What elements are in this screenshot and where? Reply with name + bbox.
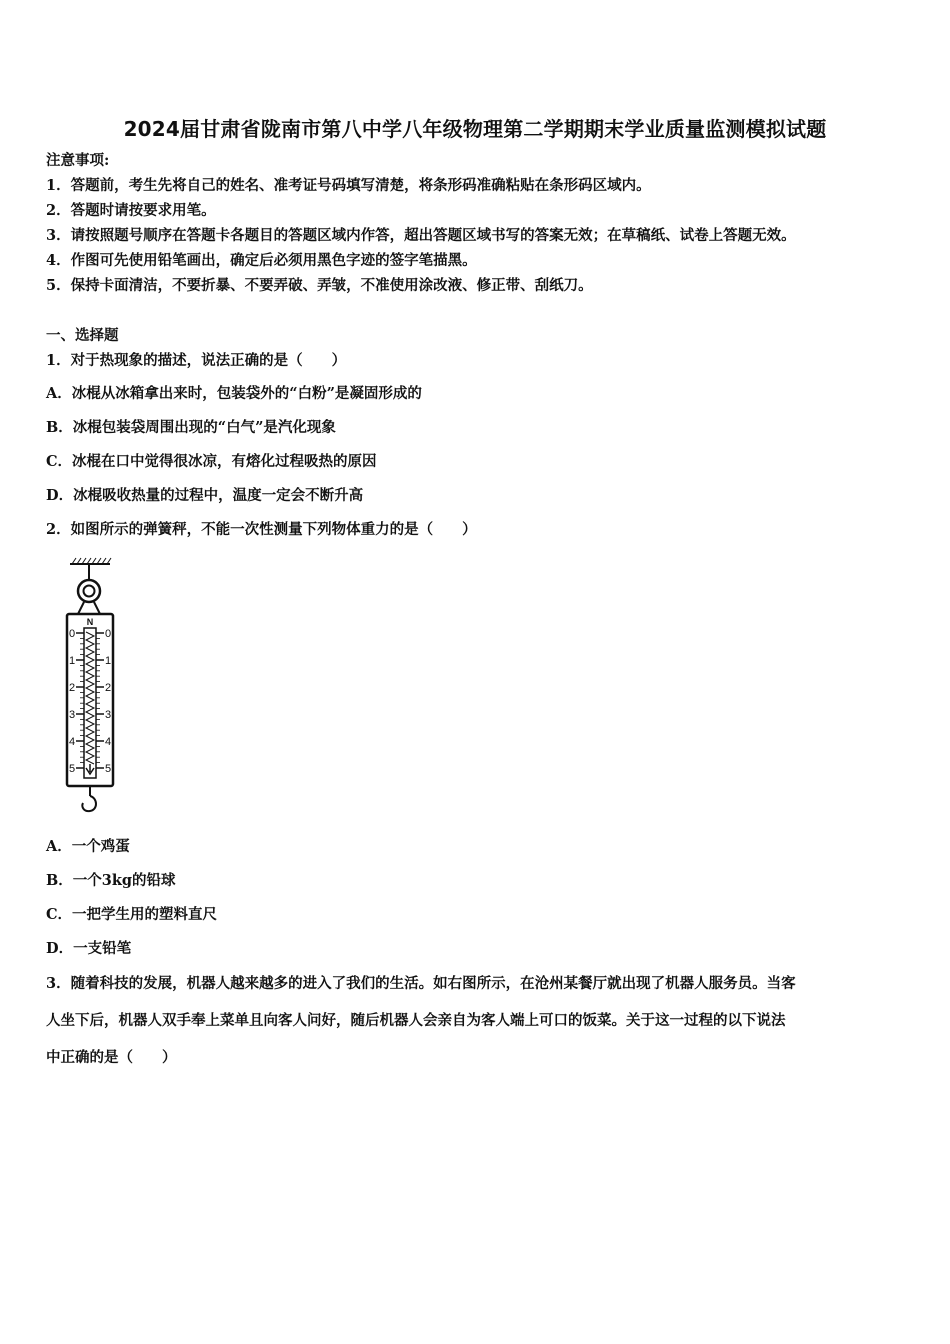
scale-left-tick-label: 3 [68,709,76,721]
question-1-option-a: A．冰棍从冰箱拿出来时，包装袋外的“白粉”是凝固形成的 [46,385,422,402]
question-1-option-d: D．冰棍吸收热量的过程中，温度一定会不断升高 [46,487,364,504]
notice-item: 2．答题时请按要求用笔。 [46,202,216,219]
scale-left-tick-label: 0 [68,628,76,640]
scale-right-tick-label: 2 [104,682,112,694]
question-2-stem: 2．如图所示的弹簧秤，不能一次性测量下列物体重力的是（ ） [46,521,477,538]
scale-left-tick-label: 4 [68,736,76,748]
question-3-stem-line: 3．随着科技的发展，机器人越来越多的进入了我们的生活。如右图所示，在沧州某餐厅就出现了机器人服务员。当客 [46,975,796,992]
scale-unit-label: N [86,617,94,627]
question-2-option-c: C．一把学生用的塑料直尺 [46,906,218,923]
section-heading: 一、选择题 [46,327,119,344]
question-3-stem-line: 中正确的是（ ） [46,1049,177,1066]
scale-right-tick-label: 1 [104,655,112,667]
question-2-option-d: D．一支铅笔 [46,940,132,957]
scale-right-tick-label: 5 [104,763,112,775]
page-title: 2024届甘肃省陇南市第八中学八年级物理第二学期期末学业质量监测模拟试题 [123,117,827,141]
question-3-stem-line: 人坐下后，机器人双手奉上菜单且向客人问好，随后机器人会亲自为客人端上可口的饭菜。关于这一过程的以下说法 [46,1012,786,1029]
question-2-option-b: B．一个3kg的铅球 [46,872,176,889]
notice-item: 5．保持卡面清洁，不要折暴、不要弄破、弄皱，不准使用涂改液、修正带、刮纸刀。 [46,277,593,294]
notice-item: 4．作图可先使用铅笔画出，确定后必须用黑色字迹的签字笔描黑。 [46,252,477,269]
spring-scale-figure [62,556,118,818]
notice-item: 3．请按照题号顺序在答题卡各题目的答题区域内作答，超出答题区域书写的答案无效；在草稿纸、试卷上答题无效。 [46,227,796,244]
scale-right-tick-label: 0 [104,628,112,640]
scale-left-tick-label: 1 [68,655,76,667]
scale-left-tick-label: 2 [68,682,76,694]
notice-item: 1．答题前，考生先将自己的姓名、准考证号码填写清楚，将条形码准确粘贴在条形码区域内。 [46,177,651,194]
question-2-option-a: A．一个鸡蛋 [46,838,130,855]
question-1-option-c: C．冰棍在口中觉得很冰凉，有熔化过程吸热的原因 [46,453,377,470]
scale-left-tick-label: 5 [68,763,76,775]
notice-heading: 注意事项: [46,152,110,169]
scale-right-tick-label: 3 [104,709,112,721]
question-1-option-b: B．冰棍包装袋周围出现的“白气”是汽化现象 [46,419,336,436]
scale-right-tick-label: 4 [104,736,112,748]
question-1-stem: 1．对于热现象的描述，说法正确的是（ ） [46,352,347,369]
